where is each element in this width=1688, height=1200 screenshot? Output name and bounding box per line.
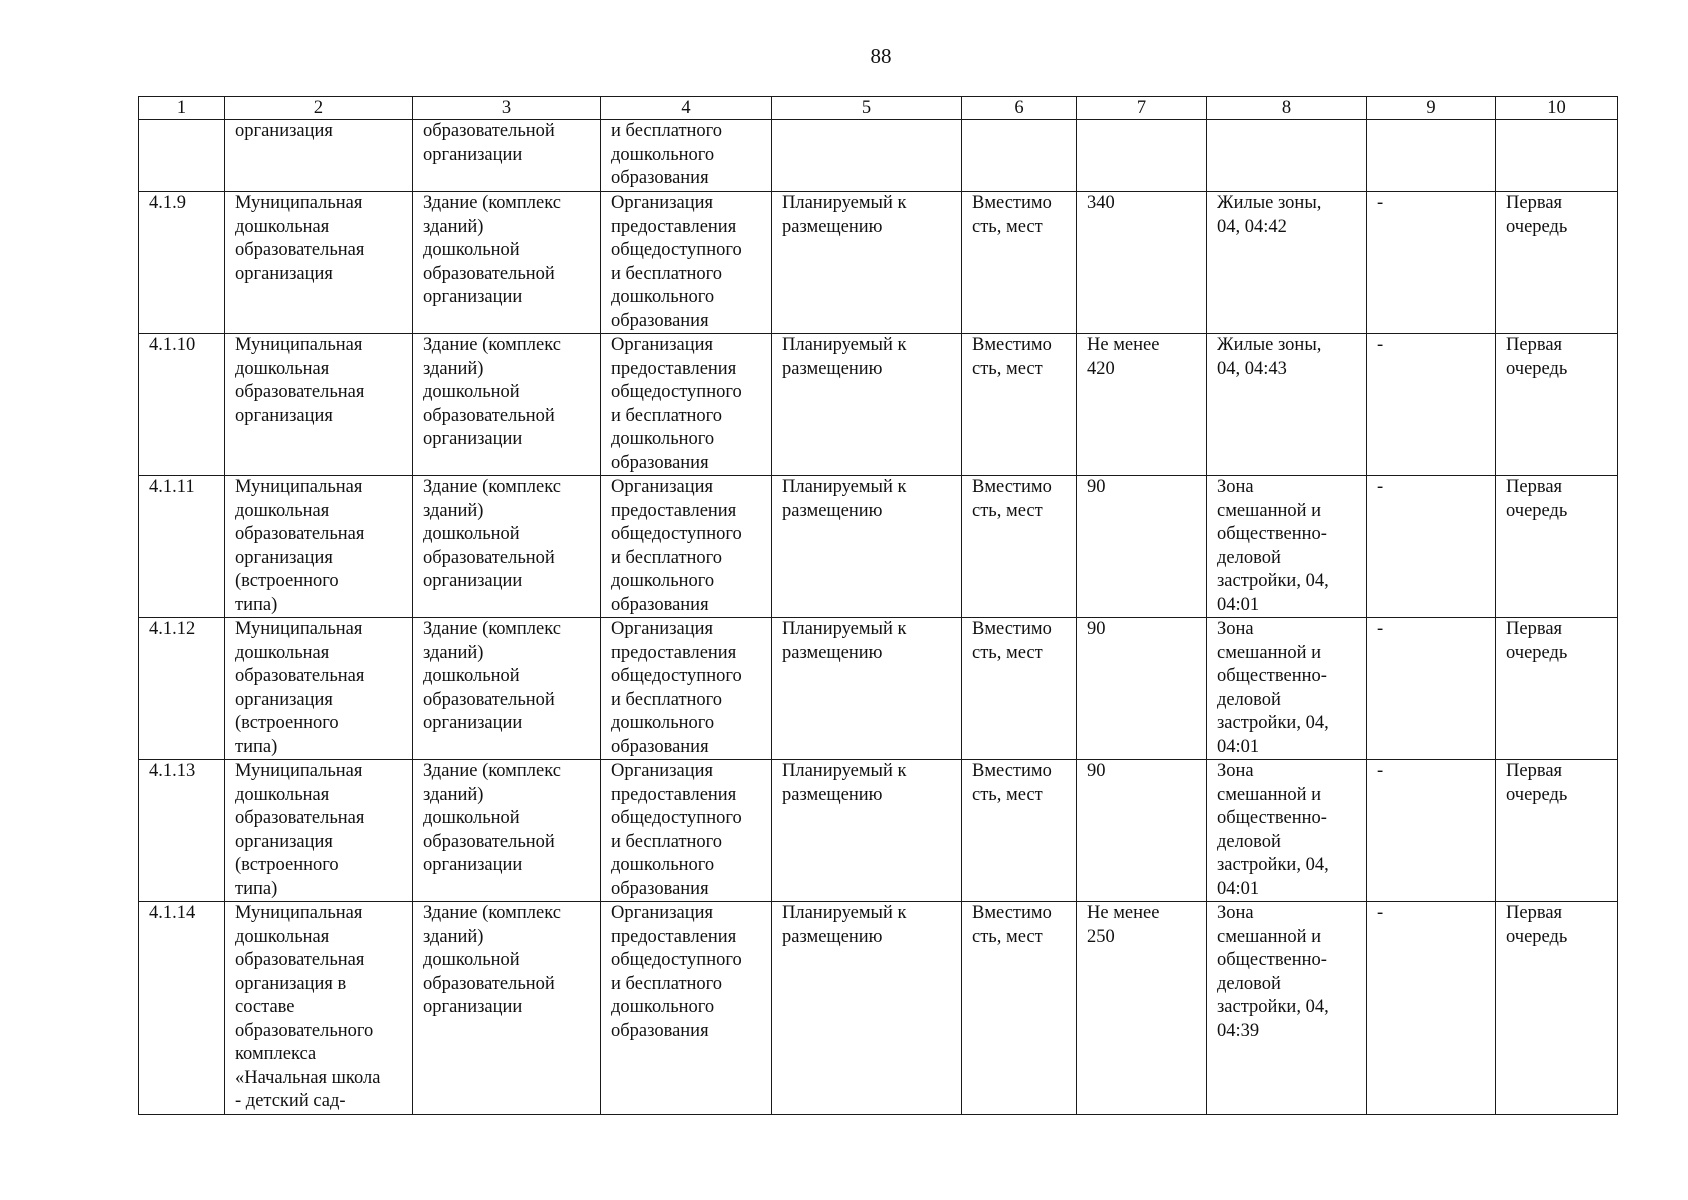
column-9-cell bbox=[1367, 902, 1496, 1115]
cell-line: зданий) bbox=[423, 216, 484, 237]
cell-line: Организация bbox=[611, 477, 714, 497]
cell-line: организации bbox=[423, 144, 523, 165]
cell-line: Вместимо bbox=[972, 477, 1052, 497]
page-number: 88 bbox=[870, 44, 892, 68]
cell-line: 04, 04:42 bbox=[1217, 216, 1287, 237]
cell-line: общедоступного bbox=[611, 666, 742, 686]
column-number-cell: 7 bbox=[1077, 97, 1207, 120]
table-row bbox=[139, 902, 1618, 1115]
zone-cell bbox=[1207, 334, 1367, 476]
cell-line: дошкольной bbox=[423, 524, 520, 544]
cell-line: (встроенного bbox=[235, 713, 339, 733]
cell-line: сть, мест bbox=[972, 784, 1043, 805]
cell-line: организация bbox=[235, 263, 333, 284]
cell-line: - bbox=[1377, 619, 1384, 639]
cell-line: образовательной bbox=[423, 405, 555, 426]
column-number-cell: 1 bbox=[139, 97, 225, 120]
cell-line: - bbox=[1377, 193, 1384, 213]
cell-line: дошкольной bbox=[423, 666, 520, 686]
cell-line: 90 bbox=[1087, 761, 1106, 781]
cell-line: типа) bbox=[235, 594, 278, 615]
value-cell bbox=[1077, 192, 1207, 334]
cell-line: дошкольного bbox=[611, 429, 715, 449]
cell-line: предоставления bbox=[611, 500, 737, 521]
zone-cell bbox=[1207, 902, 1367, 1115]
stage-cell bbox=[1496, 192, 1618, 334]
cell-line: Вместимо bbox=[972, 761, 1052, 781]
object-name-cell bbox=[225, 476, 413, 618]
cell-line: очередь bbox=[1506, 358, 1568, 379]
cell-line: образовательного bbox=[235, 1020, 374, 1041]
object-name-cell bbox=[225, 192, 413, 334]
cell-line: Первая bbox=[1506, 761, 1563, 781]
cell-line: предоставления bbox=[611, 784, 737, 805]
row-number-cell: 4.1.10 bbox=[139, 334, 225, 476]
cell-line: Вместимо bbox=[972, 903, 1052, 923]
cell-line: организации bbox=[423, 855, 523, 875]
cell-line: предоставления bbox=[611, 926, 737, 947]
cell-line: Жилые зоны, bbox=[1217, 335, 1322, 355]
cell-line: Здание (комплекс bbox=[423, 335, 561, 355]
cell-line: образовательной bbox=[423, 973, 555, 994]
purpose-cell bbox=[601, 334, 772, 476]
cell-line: очередь bbox=[1506, 926, 1568, 947]
row-number-cell: 4.1.12 bbox=[139, 618, 225, 760]
cell-line: предоставления bbox=[611, 642, 737, 663]
cell-line: и бесплатного bbox=[611, 831, 723, 852]
object-type-cell bbox=[413, 760, 601, 902]
cell-line: Здание (комплекс bbox=[423, 619, 561, 639]
cell-line: Организация bbox=[611, 903, 714, 923]
column-number-cell: 6 bbox=[962, 97, 1077, 120]
cell-line: Планируемый к bbox=[782, 619, 907, 639]
cell-line: образования bbox=[611, 452, 709, 473]
characteristic-cell bbox=[962, 902, 1077, 1115]
purpose-cell bbox=[601, 760, 772, 902]
cell-line: 90 bbox=[1087, 619, 1106, 639]
cell-line: размещению bbox=[782, 500, 883, 521]
cell-line: 04:39 bbox=[1217, 1020, 1260, 1041]
table-row bbox=[139, 120, 1618, 192]
cell-line: Муниципальная bbox=[235, 903, 363, 923]
object-type-cell bbox=[413, 192, 601, 334]
cell-line: составе bbox=[235, 997, 295, 1017]
cell-line: (встроенного bbox=[235, 571, 339, 591]
status-cell bbox=[772, 192, 962, 334]
object-name-cell bbox=[225, 902, 413, 1115]
cell-line: сть, мест bbox=[972, 926, 1043, 947]
cell-line: дошкольного bbox=[611, 144, 715, 165]
object-name-cell bbox=[225, 760, 413, 902]
cell-line: дошкольного bbox=[611, 855, 715, 875]
zone-cell bbox=[1207, 192, 1367, 334]
cell-line: типа) bbox=[235, 736, 278, 757]
cell-line: организация bbox=[235, 689, 333, 710]
cell-line: деловой bbox=[1217, 689, 1281, 710]
cell-line: Зона bbox=[1217, 903, 1254, 923]
stage-cell bbox=[1496, 334, 1618, 476]
cell-line: дошкольной bbox=[423, 240, 520, 260]
cell-line: образования bbox=[611, 168, 709, 188]
cell-line: дошкольная bbox=[235, 642, 330, 663]
row-number-cell: 4.1.11 bbox=[139, 476, 225, 618]
cell-line: организация bbox=[235, 405, 333, 426]
cell-line: 420 bbox=[1087, 358, 1115, 379]
cell-line: сть, мест bbox=[972, 358, 1043, 379]
characteristic-cell bbox=[962, 192, 1077, 334]
cell-line: зданий) bbox=[423, 500, 484, 521]
cell-line: организация bbox=[235, 831, 333, 852]
object-name-cell bbox=[225, 618, 413, 760]
cell-line: Первая bbox=[1506, 619, 1563, 639]
cell-line: образовательная bbox=[235, 382, 365, 402]
value-cell bbox=[1077, 618, 1207, 760]
cell-line: Зона bbox=[1217, 761, 1254, 781]
cell-line: размещению bbox=[782, 358, 883, 379]
column-9-cell bbox=[1367, 760, 1496, 902]
column-number-cell: 9 bbox=[1367, 97, 1496, 120]
object-name-cell bbox=[225, 334, 413, 476]
cell-line: Муниципальная bbox=[235, 619, 363, 639]
cell-line: дошкольной bbox=[423, 950, 520, 970]
cell-line: размещению bbox=[782, 784, 883, 805]
cell-line: Планируемый к bbox=[782, 761, 907, 781]
status-cell bbox=[772, 120, 962, 192]
cell-line: и бесплатного bbox=[611, 263, 723, 284]
cell-line: Планируемый к bbox=[782, 477, 907, 497]
cell-line: Планируемый к bbox=[782, 903, 907, 923]
cell-line: Муниципальная bbox=[235, 193, 363, 213]
cell-line: Муниципальная bbox=[235, 477, 363, 497]
cell-line: Муниципальная bbox=[235, 761, 363, 781]
zone-cell bbox=[1207, 760, 1367, 902]
cell-line: Не менее bbox=[1087, 903, 1160, 923]
cell-line: образовательная bbox=[235, 950, 365, 970]
cell-line: образовательной bbox=[423, 121, 555, 141]
cell-line: Зона bbox=[1217, 477, 1254, 497]
zone-cell bbox=[1207, 618, 1367, 760]
purpose-cell bbox=[601, 192, 772, 334]
cell-line: Вместимо bbox=[972, 619, 1052, 639]
object-name-cell bbox=[225, 120, 413, 192]
cell-line: комплекса bbox=[235, 1044, 317, 1064]
column-9-cell bbox=[1367, 120, 1496, 192]
cell-line: организации bbox=[423, 429, 523, 449]
characteristic-cell bbox=[962, 618, 1077, 760]
cell-line: 90 bbox=[1087, 477, 1106, 497]
cell-line: смешанной и bbox=[1217, 926, 1322, 947]
cell-line: образовательной bbox=[423, 831, 555, 852]
status-cell bbox=[772, 618, 962, 760]
cell-line: зданий) bbox=[423, 358, 484, 379]
cell-line: размещению bbox=[782, 216, 883, 237]
cell-line: общественно- bbox=[1217, 950, 1327, 970]
characteristic-cell bbox=[962, 120, 1077, 192]
cell-line: зданий) bbox=[423, 784, 484, 805]
column-number-cell: 10 bbox=[1496, 97, 1618, 120]
cell-line: Организация bbox=[611, 335, 714, 355]
cell-line: образования bbox=[611, 736, 709, 757]
cell-line: образовательная bbox=[235, 240, 365, 260]
value-cell bbox=[1077, 334, 1207, 476]
column-number-cell: 8 bbox=[1207, 97, 1367, 120]
row-number-cell: 4.1.13 bbox=[139, 760, 225, 902]
column-number-cell: 5 bbox=[772, 97, 962, 120]
cell-line: организации bbox=[423, 713, 523, 733]
cell-line: 340 bbox=[1087, 193, 1115, 213]
cell-line: типа) bbox=[235, 878, 278, 899]
cell-line: образования bbox=[611, 878, 709, 899]
cell-line: образования bbox=[611, 594, 709, 615]
cell-line: Здание (комплекс bbox=[423, 477, 561, 497]
table-row bbox=[139, 192, 1618, 334]
cell-line: «Начальная школа bbox=[235, 1067, 381, 1088]
cell-line: образовательная bbox=[235, 524, 365, 544]
table-body bbox=[139, 97, 1618, 1115]
stage-cell bbox=[1496, 476, 1618, 618]
cell-line: застройки, 04, bbox=[1217, 571, 1329, 591]
cell-line: дошкольная bbox=[235, 926, 330, 947]
zone-cell bbox=[1207, 120, 1367, 192]
object-type-cell bbox=[413, 902, 601, 1115]
cell-line: общедоступного bbox=[611, 240, 742, 260]
cell-line: дошкольного bbox=[611, 571, 715, 591]
cell-line: организация в bbox=[235, 973, 347, 994]
cell-line: дошкольная bbox=[235, 358, 330, 379]
cell-line: деловой bbox=[1217, 831, 1281, 852]
column-9-cell bbox=[1367, 192, 1496, 334]
purpose-cell bbox=[601, 902, 772, 1115]
cell-line: и бесплатного bbox=[611, 973, 723, 994]
cell-line: Здание (комплекс bbox=[423, 193, 561, 213]
cell-line: 04:01 bbox=[1217, 878, 1260, 899]
cell-line: и бесплатного bbox=[611, 547, 723, 568]
cell-line: размещению bbox=[782, 642, 883, 663]
cell-line: Здание (комплекс bbox=[423, 761, 561, 781]
cell-line: - bbox=[1377, 761, 1384, 781]
cell-line: сть, мест bbox=[972, 500, 1043, 521]
characteristic-cell bbox=[962, 334, 1077, 476]
planning-table bbox=[138, 96, 1618, 1115]
cell-line: деловой bbox=[1217, 547, 1281, 568]
cell-line: - bbox=[1377, 903, 1384, 923]
cell-line: образования bbox=[611, 1020, 709, 1041]
cell-line: Здание (комплекс bbox=[423, 903, 561, 923]
cell-line: очередь bbox=[1506, 500, 1568, 521]
cell-line: Организация bbox=[611, 193, 714, 213]
cell-line: организация bbox=[235, 547, 333, 568]
cell-line: дошкольная bbox=[235, 500, 330, 521]
column-9-cell bbox=[1367, 618, 1496, 760]
cell-line: застройки, 04, bbox=[1217, 997, 1329, 1017]
cell-line: образования bbox=[611, 310, 709, 331]
cell-line: Организация bbox=[611, 619, 714, 639]
cell-line: общедоступного bbox=[611, 524, 742, 544]
stage-cell bbox=[1496, 902, 1618, 1115]
cell-line: образовательная bbox=[235, 808, 365, 828]
cell-line: образовательной bbox=[423, 263, 555, 284]
cell-line: - bbox=[1377, 477, 1384, 497]
stage-cell bbox=[1496, 760, 1618, 902]
characteristic-cell bbox=[962, 760, 1077, 902]
cell-line: размещению bbox=[782, 926, 883, 947]
cell-line: общественно- bbox=[1217, 808, 1327, 828]
table-row bbox=[139, 760, 1618, 902]
characteristic-cell bbox=[962, 476, 1077, 618]
table-row bbox=[139, 334, 1618, 476]
column-number-cell: 2 bbox=[225, 97, 413, 120]
cell-line: смешанной и bbox=[1217, 784, 1322, 805]
cell-line: Вместимо bbox=[972, 193, 1052, 213]
purpose-cell bbox=[601, 618, 772, 760]
row-number-cell: 4.1.14 bbox=[139, 902, 225, 1115]
status-cell bbox=[772, 476, 962, 618]
cell-line: предоставления bbox=[611, 358, 737, 379]
table-row bbox=[139, 618, 1618, 760]
cell-line: 04:01 bbox=[1217, 594, 1260, 615]
status-cell bbox=[772, 760, 962, 902]
cell-line: Муниципальная bbox=[235, 335, 363, 355]
cell-line: - bbox=[1377, 335, 1384, 355]
column-number-cell: 3 bbox=[413, 97, 601, 120]
object-type-cell bbox=[413, 618, 601, 760]
column-9-cell bbox=[1367, 476, 1496, 618]
cell-line: общественно- bbox=[1217, 524, 1327, 544]
cell-line: организации bbox=[423, 997, 523, 1017]
table-row bbox=[139, 476, 1618, 618]
cell-line: Первая bbox=[1506, 477, 1563, 497]
cell-line: общественно- bbox=[1217, 666, 1327, 686]
value-cell bbox=[1077, 902, 1207, 1115]
cell-line: организации bbox=[423, 571, 523, 591]
cell-line: общедоступного bbox=[611, 950, 742, 970]
cell-line: - детский сад- bbox=[235, 1091, 346, 1111]
cell-line: общедоступного bbox=[611, 382, 742, 402]
cell-line: 04:01 bbox=[1217, 736, 1260, 757]
cell-line: образовательной bbox=[423, 689, 555, 710]
cell-line: зданий) bbox=[423, 926, 484, 947]
cell-line: дошкольного bbox=[611, 997, 715, 1017]
cell-line: организация bbox=[235, 121, 333, 141]
object-type-cell bbox=[413, 334, 601, 476]
cell-line: 04, 04:43 bbox=[1217, 358, 1287, 379]
purpose-cell bbox=[601, 476, 772, 618]
cell-line: дошкольного bbox=[611, 287, 715, 307]
stage-cell bbox=[1496, 120, 1618, 192]
cell-line: и бесплатного bbox=[611, 689, 723, 710]
column-9-cell bbox=[1367, 334, 1496, 476]
cell-line: очередь bbox=[1506, 642, 1568, 663]
cell-line: образовательная bbox=[235, 666, 365, 686]
cell-line: застройки, 04, bbox=[1217, 713, 1329, 733]
cell-line: смешанной и bbox=[1217, 642, 1322, 663]
cell-line: Зона bbox=[1217, 619, 1254, 639]
cell-line: дошкольная bbox=[235, 216, 330, 237]
cell-line: Первая bbox=[1506, 335, 1563, 355]
cell-line: и бесплатного bbox=[611, 121, 723, 141]
cell-line: организации bbox=[423, 287, 523, 307]
cell-line: деловой bbox=[1217, 973, 1281, 994]
cell-line: сть, мест bbox=[972, 216, 1043, 237]
object-type-cell bbox=[413, 120, 601, 192]
status-cell bbox=[772, 902, 962, 1115]
cell-line: предоставления bbox=[611, 216, 737, 237]
value-cell bbox=[1077, 476, 1207, 618]
cell-line: очередь bbox=[1506, 216, 1568, 237]
value-cell bbox=[1077, 120, 1207, 192]
row-number-cell: 4.1.9 bbox=[139, 192, 225, 334]
cell-line: образовательной bbox=[423, 547, 555, 568]
cell-line: зданий) bbox=[423, 642, 484, 663]
cell-line: дошкольной bbox=[423, 382, 520, 402]
row-number-cell bbox=[139, 120, 225, 192]
purpose-cell bbox=[601, 120, 772, 192]
cell-line: Планируемый к bbox=[782, 193, 907, 213]
cell-line: Планируемый к bbox=[782, 335, 907, 355]
cell-line: общедоступного bbox=[611, 808, 742, 828]
cell-line: дошкольная bbox=[235, 784, 330, 805]
object-type-cell bbox=[413, 476, 601, 618]
status-cell bbox=[772, 334, 962, 476]
cell-line: и бесплатного bbox=[611, 405, 723, 426]
column-number-row bbox=[139, 97, 1618, 120]
cell-line: Жилые зоны, bbox=[1217, 193, 1322, 213]
cell-line: Вместимо bbox=[972, 335, 1052, 355]
stage-cell bbox=[1496, 618, 1618, 760]
cell-line: смешанной и bbox=[1217, 500, 1322, 521]
cell-line: Организация bbox=[611, 761, 714, 781]
cell-line: дошкольного bbox=[611, 713, 715, 733]
cell-line: сть, мест bbox=[972, 642, 1043, 663]
cell-line: Первая bbox=[1506, 903, 1563, 923]
cell-line: застройки, 04, bbox=[1217, 855, 1329, 875]
cell-line: (встроенного bbox=[235, 855, 339, 875]
cell-line: дошкольной bbox=[423, 808, 520, 828]
value-cell bbox=[1077, 760, 1207, 902]
cell-line: 250 bbox=[1087, 926, 1115, 947]
cell-line: очередь bbox=[1506, 784, 1568, 805]
column-number-cell: 4 bbox=[601, 97, 772, 120]
cell-line: Не менее bbox=[1087, 335, 1160, 355]
zone-cell bbox=[1207, 476, 1367, 618]
cell-line: Первая bbox=[1506, 193, 1563, 213]
